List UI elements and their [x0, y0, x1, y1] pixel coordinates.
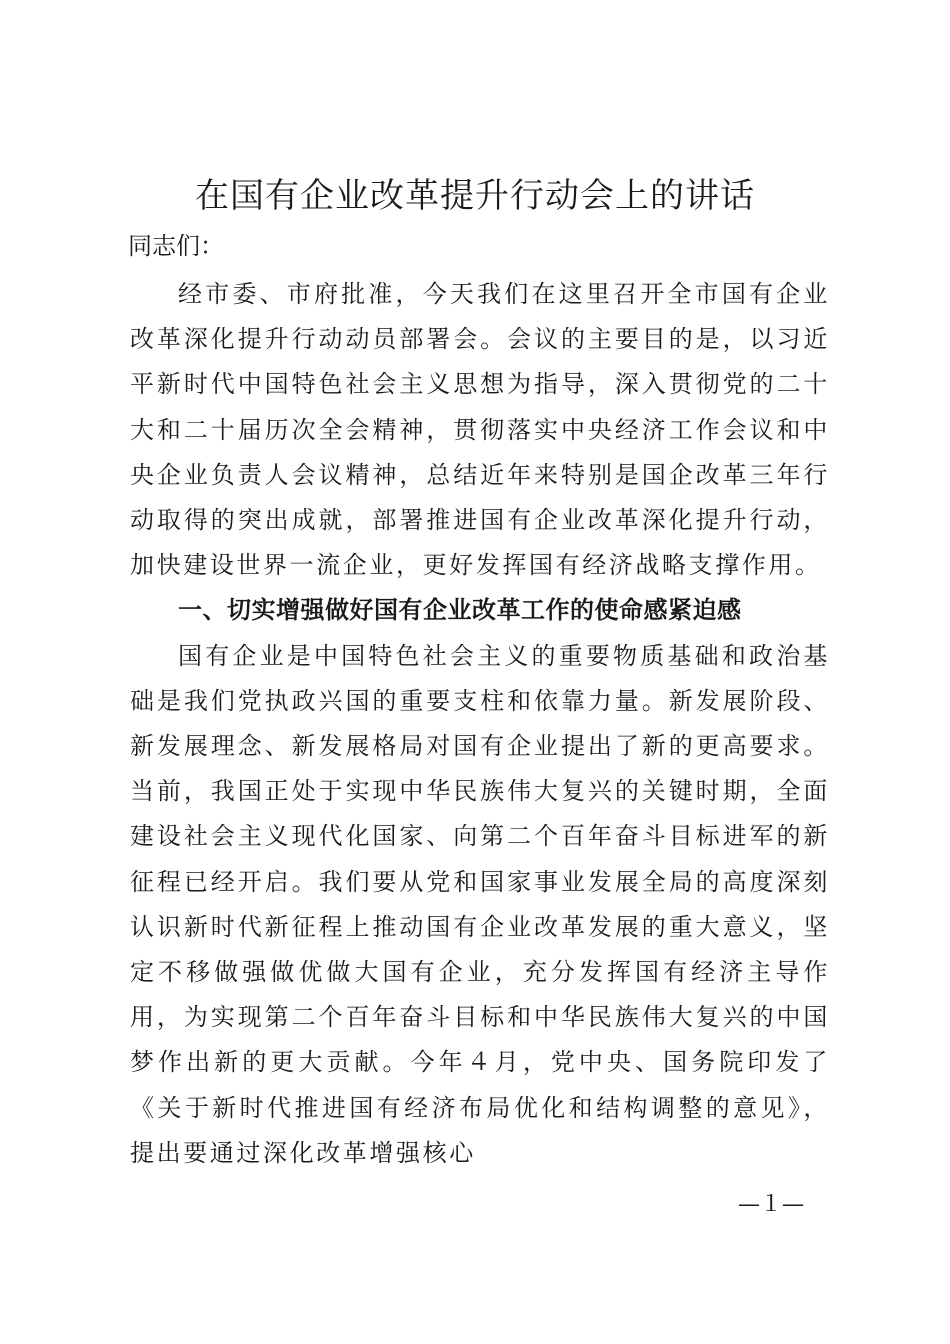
document-title: 在国有企业改革提升行动会上的讲话 — [195, 176, 755, 216]
section-paragraph: 国有企业是中国特色社会主义的重要物质基础和政治基础是我们党执政兴国的重要支柱和依靠力量。新发展阶段、新发展理念、新发展格局对国有企业提出了新的更高要求。当前，我国正处于实现中华民族伟大复兴的关键时期，全面建设社会主义现代化国家、向第二个百年奋斗目标进军的新征程已经开启。我们要从党和国家事业发展全局的高度深刻认识新时代新征程上推动国有企业改革发展的重大意义，坚定不移做强做优做大国有企业，充分发挥国有经济主导作用，为实现第二个百年奋斗目标和中华民族伟大复兴的中国梦作出新的更大贡献。今年４月，党中央、国务院印发了《关于新时代推进国有经济布局优化和结构调整的意见》，提出要通过深化改革增强核心 — [130, 641, 830, 1167]
salutation: 同志们： — [128, 232, 224, 260]
document-body — [130, 272, 830, 1176]
page-number: —１— — [738, 1192, 805, 1217]
section-heading: 一、切实增强做好国有企业改革工作的使命感紧迫感 — [178, 596, 742, 625]
intro-paragraph: 经市委、市府批准，今天我们在这里召开全市国有企业改革深化提升行动动员部署会。会议的主要目的是，以习近平新时代中国特色社会主义思想为指导，深入贯彻党的二十大和二十届历次全会精神，贯彻落实中央经济工作会议和中央企业负责人会议精神，总结近年来特别是国企改革三年行动取得的突出成就，部署推进国有企业改革深化提升行动，加快建设世界一流企业，更好发挥国有经济战略支撑作用。 — [130, 280, 830, 580]
